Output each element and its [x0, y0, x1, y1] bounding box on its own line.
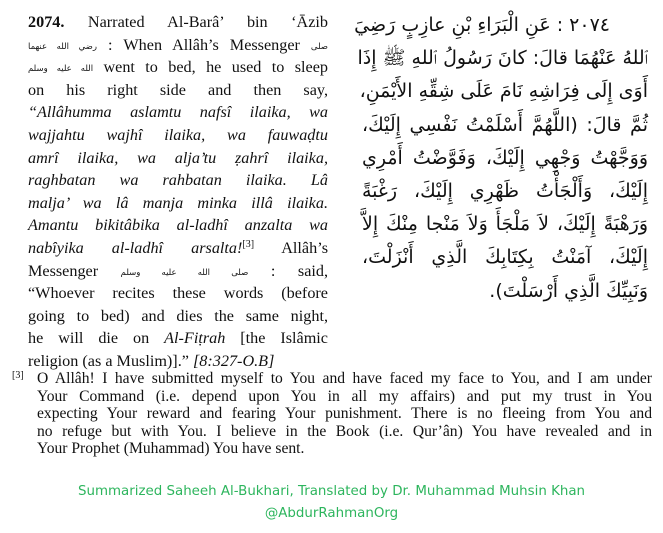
footnote-line: Your Command (i.e. depend upon You in all my affairs) and put my trust in You: [37, 387, 652, 405]
honorific-arabic: رضي الله عنهما: [28, 41, 97, 52]
text-segment: Narrated Al-Barâ’ bin ‘Āzib: [64, 13, 328, 31]
english-line: [28, 147, 328, 170]
english-line: [28, 214, 328, 237]
footnote-marker: [3]: [12, 370, 24, 381]
honorific-arabic: صلى: [310, 41, 328, 52]
text-segment: : said,: [248, 261, 329, 280]
arabic-line: إِلَيْكَ، آمَنْتُ بِكِتَابِكَ الَّذِي أَنْزَلْتَ،: [362, 246, 648, 269]
arabic-line: إِلَيْكَ، وَأَلْجَأْتُ ظَهْرِي إِلَيْكَ، رَغْبَةً: [362, 179, 648, 202]
text-segment: : When Allâh’s Messenger: [97, 35, 311, 54]
english-translation: [28, 11, 328, 373]
arabic-line: ٢٠٧٤ : عَنِ الْبَرَاءِ بْنِ عازِبٍ رَضِيَ: [354, 14, 610, 36]
english-line: [28, 327, 328, 350]
footnote-ref: [3]: [242, 238, 255, 250]
text-segment: [8:327-O.B]: [192, 351, 275, 370]
english-line: [28, 169, 328, 192]
text-segment: “Allâhumma aslamtu nafsî ilaika, wa: [28, 103, 328, 122]
hadith-number: 2074.: [28, 13, 65, 31]
text-segment: Al-Fiṭrah: [164, 329, 226, 348]
credit-source: Summarized Saheeh Al-Bukhari, Translated by Dr. Muhammad Muhsin Khan: [77, 484, 586, 499]
text-segment: went to bed, he used to sleep: [93, 58, 328, 77]
english-line: [28, 124, 328, 147]
text-segment: wajjahtu wajhî ilaika, wa fauwaḍtu: [28, 125, 328, 144]
text-segment: malja’ wa lâ manja minka illâ ilaika.: [28, 193, 328, 212]
english-line: [28, 260, 328, 283]
english-line: [28, 305, 328, 328]
text-segment: Amantu bikitâbika al-ladhî anzalta wa: [28, 216, 328, 235]
english-line: [28, 56, 328, 79]
text-segment: he will die on: [28, 329, 165, 348]
text-segment: Allâh’s: [254, 238, 328, 257]
arabic-line: وَرَهْبَةً إِلَيْكَ، لاَ مَلْجَأَ وَلاَ مَنْجا مِنْكَ إِلاَّ: [362, 213, 648, 236]
footnote-body: [37, 370, 652, 458]
text-segment: religion (as a Muslim)].”: [28, 351, 193, 370]
english-line: [28, 237, 328, 260]
arabic-line: وَنَبِيِّكَ الَّذِي أَرْسَلْتَ).: [489, 279, 648, 302]
text-segment: Messenger: [28, 261, 121, 280]
text-segment: “Whoever recites these words (before: [28, 284, 328, 303]
footnote-line: expecting Your reward and fearing Your punishment. There is no fleeing from You and: [37, 405, 652, 423]
text-segment: nabîyika al-ladhî arsalta!: [28, 238, 243, 257]
honorific-arabic: الله عليه وسلم: [28, 64, 94, 75]
english-line: [28, 192, 328, 215]
english-line: [28, 101, 328, 124]
text-segment: on his right side and then say,: [28, 80, 328, 99]
english-line: [28, 11, 328, 34]
credit-handle: @AbdurRahmanOrg: [264, 506, 399, 521]
footnote-line: O Allâh! I have submitted myself to You and have faced my face to You, and I am under: [37, 370, 652, 387]
arabic-line: أَوَى إِلَى فِرَاشِهِ نَامَ عَلَى شِقِّهِ الأَيْمَنِ،: [359, 80, 648, 103]
english-line: [28, 34, 328, 57]
arabic-line: ثُمَّ قالَ: (اللَّهُمَّ أَسْلَمْتُ نَفْسِي إِلَيْكَ،: [362, 113, 648, 136]
text-segment: amrî ilaika, wa alja’tu ẓahrî ilaika,: [28, 148, 328, 167]
footnote: [12, 370, 652, 458]
footnote-line: no refuge but with You. I believe in the Book (i.e. Qur’ân) You have revealed and in: [37, 422, 652, 440]
arabic-text: [354, 9, 648, 308]
text-segment: raghbatan wa rahbatan ilaika. Lâ: [28, 171, 328, 190]
text-segment: [the Islâmic: [225, 329, 328, 348]
footnote-line: Your Prophet (Muhammad) You have sent.: [37, 440, 305, 458]
english-line: [28, 282, 328, 305]
text-segment: going to bed) and dies the same night,: [28, 306, 328, 325]
arabic-line: ٱللهُ عَنْهُمَا قالَ: كانَ رَسُولُ ٱللهِ ﷺ إِذَا: [357, 47, 648, 70]
english-line: [28, 79, 328, 102]
arabic-line: وَوَجَّهْتُ وَجْهِي إِلَيْكَ، وَفَوَّضْتُ أَمْرِي: [362, 146, 648, 169]
honorific-arabic: صلى الله عليه وسلم: [120, 267, 249, 278]
